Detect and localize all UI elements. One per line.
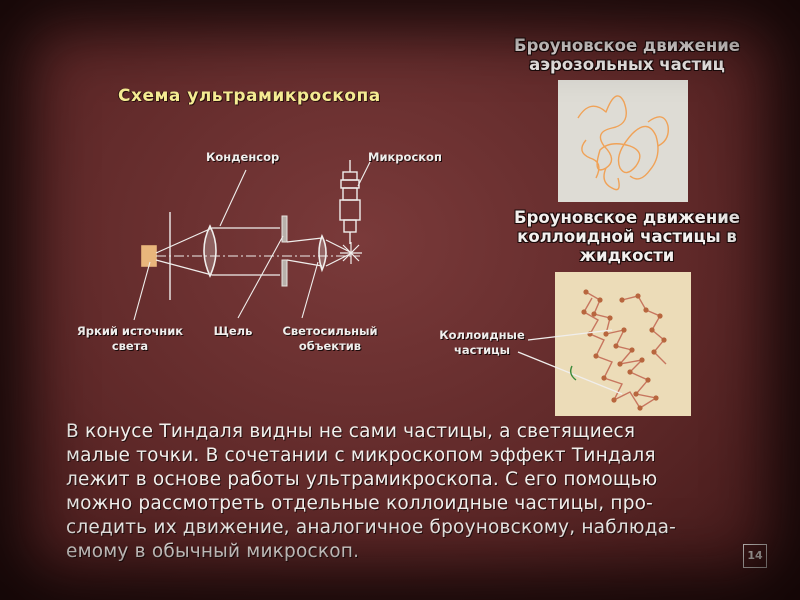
particle-pointers xyxy=(518,330,622,394)
light-source-label: Яркий источник света xyxy=(76,324,184,353)
condenser-label: Конденсор xyxy=(206,150,280,164)
colloid-heading: Броуновское движение коллоидной частицы в жидкости xyxy=(514,208,740,265)
slit-label: Щель xyxy=(213,324,253,338)
aerosol-heading: Броуновское движение аэрозольных частиц xyxy=(514,36,740,74)
body-line: В конусе Тиндаля видны не сами частицы, а светящиеся xyxy=(66,421,636,442)
description-text xyxy=(66,420,766,564)
microscope-label: Микроскоп xyxy=(368,150,442,164)
objective-label: Светосильный объектив xyxy=(282,324,378,353)
body-line: можно рассмотреть отдельные коллоидные частицы, про- xyxy=(66,493,654,514)
schema-title: Схема ультрамикроскопа xyxy=(118,86,381,106)
colloid-particles-label: Коллоидные частицы xyxy=(439,328,525,357)
body-line: лежит в основе работы ультрамикроскопа. С его помощью xyxy=(66,469,658,490)
body-line: емому в обычный микроскоп. xyxy=(66,541,360,562)
body-line: малые точки. В сочетании с микроскопом эффект Тиндаля xyxy=(66,445,656,466)
page-number: 14 xyxy=(743,544,767,568)
body-line: следить их движение, аналогичное броуновскому, наблюда- xyxy=(66,517,677,538)
